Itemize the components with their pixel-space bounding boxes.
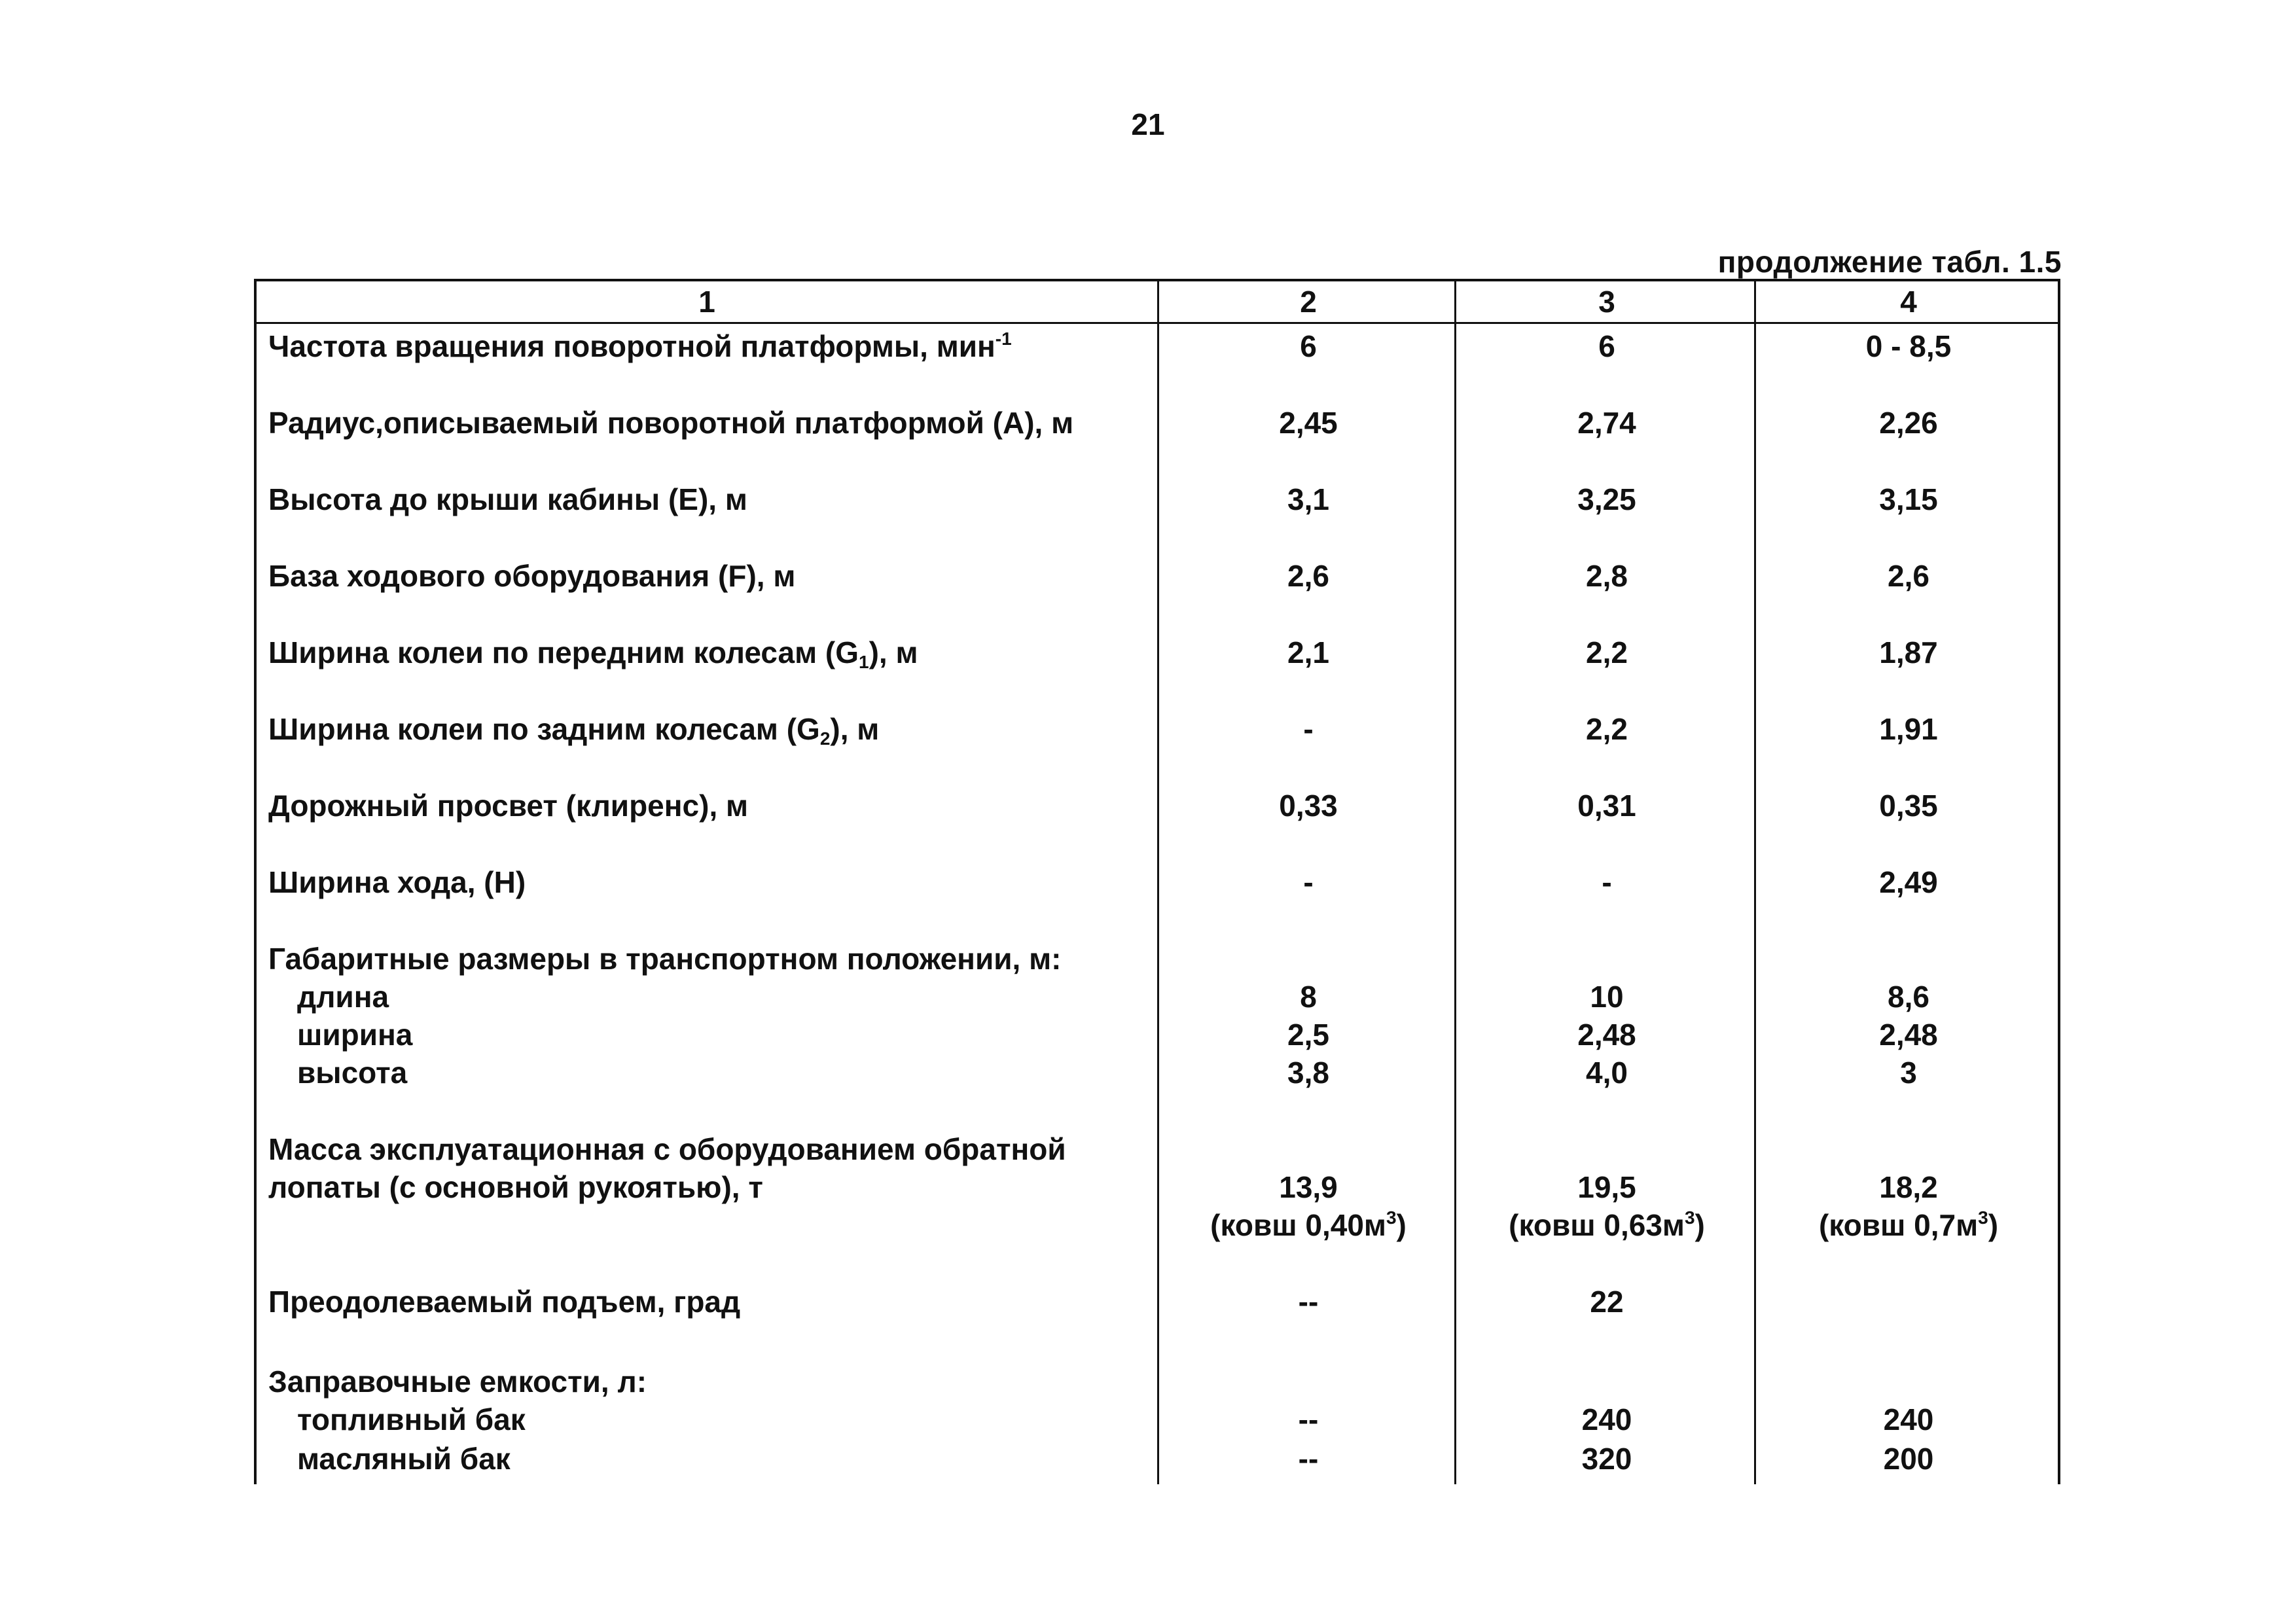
cell-col-3: 2,2 — [1586, 712, 1628, 746]
table-header — [257, 281, 2058, 324]
bucket-note-col-2: (ковш $0,40м^3$) — [1210, 1207, 1407, 1242]
row-label-line-1: Масса эксплуатационная с оборудованием обратной — [268, 1132, 1066, 1166]
sub-row-label: ширина — [297, 1018, 413, 1052]
cell-col-4: 1,91 — [1879, 712, 1938, 746]
cell-col-3: 4,0 — [1586, 1056, 1628, 1090]
cell-col-3: 240 — [1581, 1402, 1632, 1436]
cell-col-4: 18,2 — [1879, 1170, 1938, 1204]
cell-col-3: 320 — [1581, 1442, 1632, 1476]
cell-col-2: 3,1 — [1287, 482, 1329, 516]
cell-col-3: 0,31 — [1577, 789, 1636, 823]
cell-col-2: - — [1303, 712, 1314, 746]
header-col-2: 2 — [1300, 285, 1317, 319]
cell-col-3: - — [1602, 865, 1612, 899]
cell-col-4: 1,87 — [1879, 635, 1938, 669]
page-number: 21 — [1131, 107, 1165, 141]
bucket-note-col-4: (ковш $0,7м^3$) — [1818, 1207, 1999, 1242]
cell-col-3: 3,25 — [1577, 482, 1636, 516]
cell-col-4: 2,49 — [1879, 865, 1938, 899]
cell-col-4: 8,6 — [1888, 980, 1929, 1014]
cell-col-4: 2,26 — [1879, 406, 1938, 440]
specs-table — [254, 279, 2060, 1484]
sub-row-height — [257, 1054, 2058, 1092]
cell-col-3: 10 — [1590, 980, 1624, 1014]
row-label: Высота до крыши кабины (Е), м — [268, 482, 747, 516]
row-label: Ширина хода, (Н) — [268, 865, 526, 899]
row-label: Радиус,описываемый поворотной платформой (А), м — [268, 406, 1074, 440]
cell-col-2: 0,33 — [1279, 789, 1338, 823]
row-label: Заправочные емкости, л: — [268, 1364, 647, 1399]
row-label: Преодолеваемый подъем, град — [268, 1285, 741, 1319]
cell-col-2: 3,8 — [1287, 1056, 1329, 1090]
row-label: Частота вращения поворотной платформы, мин$^{-1}$ — [268, 329, 1012, 363]
cell-col-4: 3,15 — [1879, 482, 1938, 516]
cell-col-3: 22 — [1590, 1285, 1624, 1319]
cell-col-4: 2,6 — [1888, 559, 1929, 593]
row-label: Ширина колеи по передним колесам $(G_1)$, м — [268, 635, 918, 672]
cell-col-3: 2,2 — [1586, 635, 1628, 669]
header-col-1: 1 — [698, 285, 715, 319]
row-label: Габаритные размеры в транспортном положении, м: — [268, 942, 1062, 976]
sub-row-width — [257, 1016, 2058, 1054]
cell-col-2: 2,5 — [1287, 1018, 1329, 1052]
cell-col-2: -- — [1298, 1442, 1319, 1476]
row-label-line-2: лопаты (с основной рукоятью), т — [268, 1170, 763, 1204]
cell-col-2: 8 — [1300, 980, 1317, 1014]
cell-col-2: -- — [1298, 1402, 1319, 1436]
cell-col-4: 2,48 — [1879, 1018, 1938, 1052]
row-label: Дорожный просвет (клиренс), м — [268, 789, 749, 823]
sub-row-label: масляный бак — [297, 1442, 511, 1476]
header-col-3: 3 — [1598, 285, 1615, 319]
cell-col-3: 2,74 — [1577, 406, 1636, 440]
cell-col-3: 19,5 — [1577, 1170, 1636, 1204]
cell-col-2: -- — [1298, 1285, 1319, 1319]
sub-row-fuel-tank — [257, 1400, 2058, 1438]
cell-col-4: 240 — [1883, 1402, 1934, 1436]
cell-col-4: 200 — [1883, 1442, 1934, 1476]
cell-col-3: 2,48 — [1577, 1018, 1636, 1052]
table-caption: продолжение табл. 1.5 — [1717, 245, 2062, 279]
row-label: Ширина колеи по задним колесам $(G_2)$, м — [268, 712, 880, 749]
cell-col-4: 0,35 — [1879, 789, 1938, 823]
header-col-4: 4 — [1900, 285, 1917, 319]
cell-col-4: 3 — [1900, 1056, 1917, 1090]
cell-col-2: 2,45 — [1279, 406, 1338, 440]
cell-col-2: 13,9 — [1279, 1170, 1338, 1204]
cell-col-2: - — [1303, 865, 1314, 899]
cell-col-3: 6 — [1598, 329, 1615, 363]
sub-row-label: высота — [297, 1056, 408, 1090]
row-label: База ходового оборудования (F), м — [268, 559, 796, 593]
sub-row-label: длина — [297, 980, 389, 1014]
cell-col-2: 2,1 — [1287, 635, 1329, 669]
cell-col-2: 6 — [1300, 329, 1317, 363]
sub-row-length — [257, 978, 2058, 1016]
sub-row-oil-tank — [257, 1440, 2058, 1478]
sub-row-label: топливный бак — [297, 1402, 526, 1436]
cell-col-4: 0 - 8,5 — [1865, 329, 1952, 363]
bucket-note-col-3: (ковш $0,63м^3$) — [1509, 1207, 1705, 1242]
cell-col-2: 2,6 — [1287, 559, 1329, 593]
cell-col-3: 2,8 — [1586, 559, 1628, 593]
